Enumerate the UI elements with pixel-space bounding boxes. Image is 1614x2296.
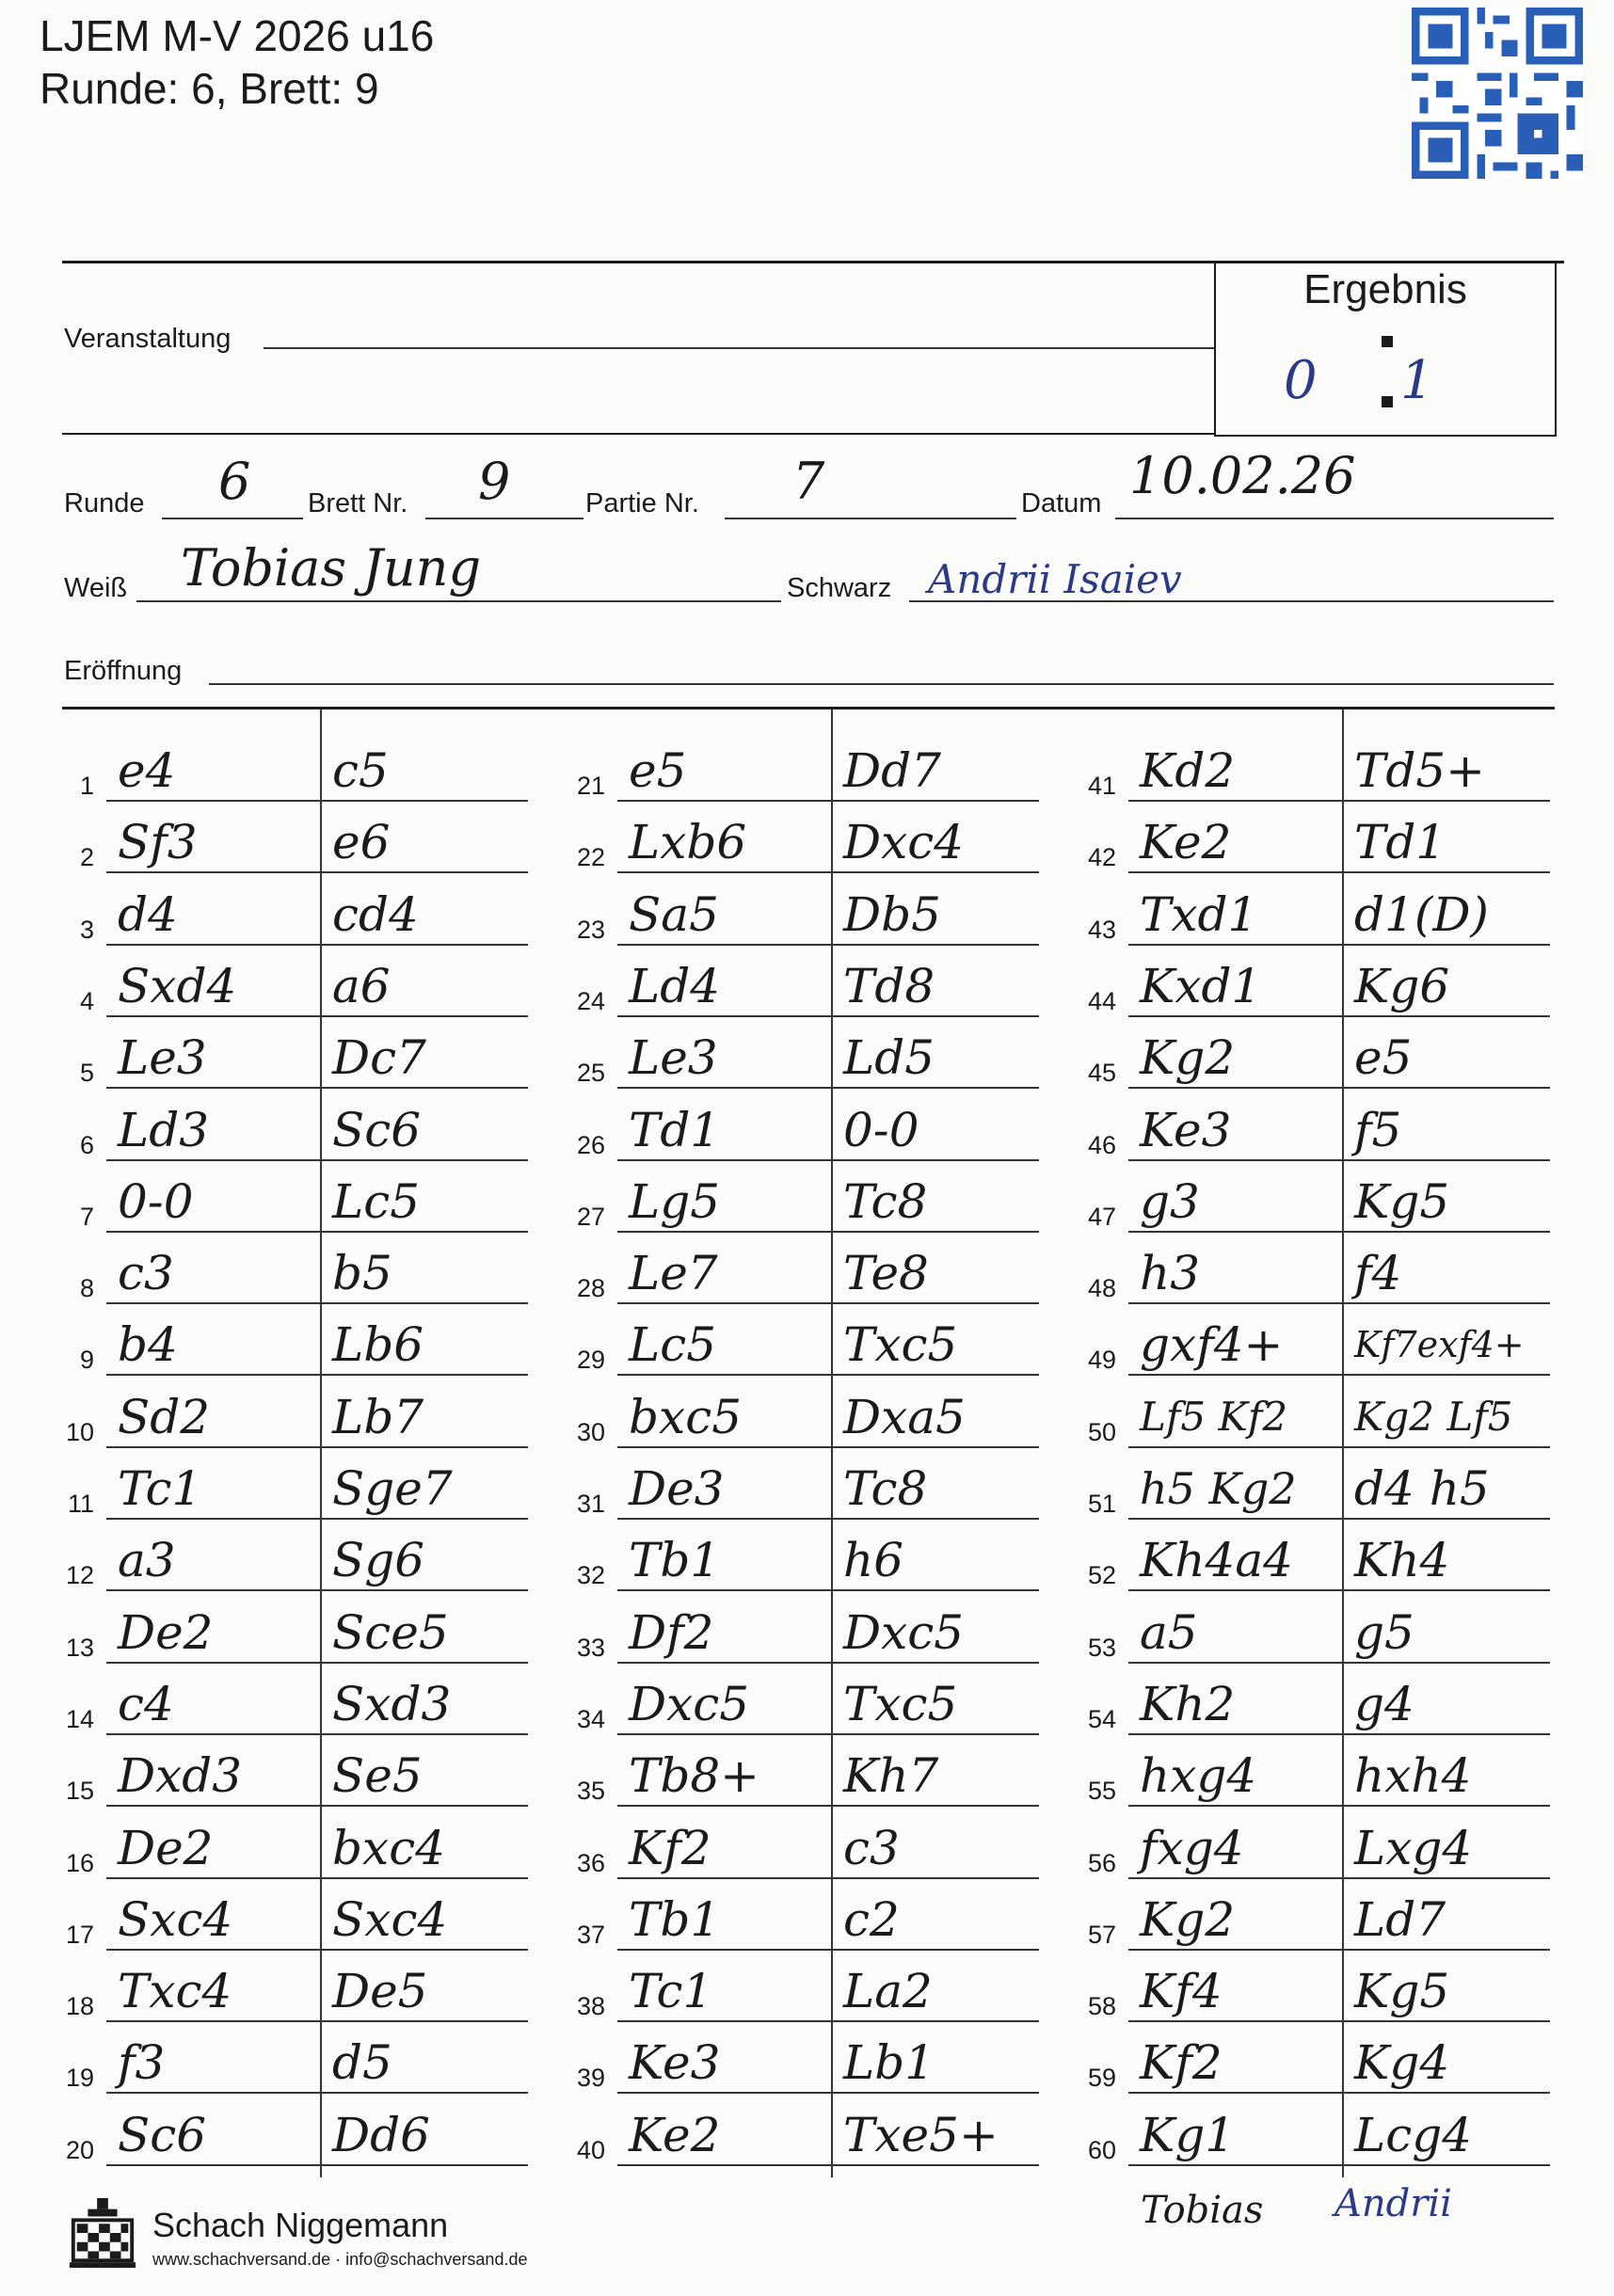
move-number: 5 bbox=[79, 1059, 94, 1087]
move-number: 30 bbox=[576, 1418, 605, 1446]
move-number: 60 bbox=[1087, 2136, 1116, 2164]
move-number: 25 bbox=[576, 1059, 605, 1087]
white-move: Kg2 bbox=[1140, 1030, 1236, 1085]
move-row-line bbox=[1128, 800, 1550, 802]
white-move: Kxd1 bbox=[1140, 959, 1262, 1013]
white-move: Kf2 bbox=[629, 1821, 711, 1875]
black-move: De5 bbox=[332, 1964, 428, 2018]
black-move: b5 bbox=[332, 1246, 392, 1300]
move-number: 54 bbox=[1087, 1705, 1116, 1733]
move-number: 47 bbox=[1087, 1203, 1116, 1231]
move-number: 2 bbox=[79, 843, 94, 871]
move-number: 19 bbox=[65, 2064, 94, 2092]
black-move: g5 bbox=[1354, 1605, 1414, 1660]
move-row-line bbox=[106, 1877, 528, 1879]
move-row-line bbox=[617, 1015, 1039, 1017]
move-row-line bbox=[1128, 1805, 1550, 1807]
white-move: Lxb6 bbox=[629, 815, 747, 869]
move-number: 53 bbox=[1087, 1634, 1116, 1662]
result-label: Ergebnis bbox=[1303, 266, 1467, 312]
white-move: De2 bbox=[118, 1821, 214, 1875]
white-move: Sc6 bbox=[118, 2108, 207, 2162]
black-move: Dxa5 bbox=[843, 1390, 966, 1444]
move-row-line bbox=[1128, 1446, 1550, 1448]
black-move: Db5 bbox=[843, 887, 941, 942]
move-row-line bbox=[617, 2164, 1039, 2166]
move-number: 1 bbox=[79, 772, 94, 800]
white-move: Sxc4 bbox=[118, 1892, 233, 1947]
white-move: h5 Kg2 bbox=[1140, 1463, 1297, 1514]
black-move: Ld7 bbox=[1354, 1892, 1446, 1947]
black-move: Te8 bbox=[843, 1246, 929, 1300]
move-number: 40 bbox=[576, 2136, 605, 2164]
column-separator bbox=[831, 710, 833, 2177]
white-move: Kh2 bbox=[1140, 1677, 1236, 1731]
move-row-line bbox=[617, 1589, 1039, 1591]
white-move: Lg5 bbox=[629, 1174, 721, 1229]
white-move: h3 bbox=[1140, 1246, 1201, 1300]
move-number: 24 bbox=[576, 987, 605, 1015]
move-row-line bbox=[106, 944, 528, 946]
black-move: Sc6 bbox=[332, 1103, 422, 1157]
board-label: Brett Nr. bbox=[308, 488, 408, 518]
move-number: 22 bbox=[576, 843, 605, 871]
white-move: Txd1 bbox=[1140, 887, 1258, 942]
move-number: 38 bbox=[576, 1992, 605, 2020]
black-move: Dd6 bbox=[332, 2108, 430, 2162]
move-number: 36 bbox=[576, 1849, 605, 1877]
black-move: Sge7 bbox=[332, 1461, 453, 1516]
white-move: Le3 bbox=[118, 1030, 207, 1085]
move-row-line bbox=[106, 1446, 528, 1448]
move-number: 33 bbox=[576, 1634, 605, 1662]
move-number: 42 bbox=[1087, 843, 1116, 871]
move-row-line bbox=[106, 1302, 528, 1304]
white-move: Dxd3 bbox=[118, 1748, 243, 1803]
white-move: gxf4+ bbox=[1140, 1317, 1284, 1372]
white-move: hxg4 bbox=[1140, 1748, 1257, 1803]
black-move: Sxc4 bbox=[332, 1892, 448, 1947]
black-move: 0-0 bbox=[843, 1103, 919, 1157]
move-row-line bbox=[106, 871, 528, 873]
board-value: 9 bbox=[478, 452, 511, 511]
black-move: e5 bbox=[1354, 1030, 1413, 1085]
move-row-line bbox=[1128, 1733, 1550, 1735]
chess-logo-icon bbox=[66, 2194, 139, 2272]
move-number: 11 bbox=[67, 1490, 94, 1518]
move-row-line bbox=[106, 1087, 528, 1089]
black-move: Sg6 bbox=[332, 1533, 425, 1587]
move-row-line bbox=[106, 1015, 528, 1017]
move-row-line bbox=[106, 1518, 528, 1520]
white-move: Ke2 bbox=[1140, 815, 1232, 869]
move-number: 59 bbox=[1087, 2064, 1116, 2092]
white-move: Le7 bbox=[629, 1246, 718, 1300]
white-move: Ke2 bbox=[629, 2108, 721, 2162]
move-row-line bbox=[617, 1877, 1039, 1879]
white-move: Lf5 Kf2 bbox=[1140, 1394, 1288, 1440]
move-number: 41 bbox=[1087, 772, 1116, 800]
move-row-line bbox=[617, 1231, 1039, 1233]
game-value: 7 bbox=[792, 452, 825, 511]
move-row-line bbox=[106, 1231, 528, 1233]
move-row-line bbox=[1128, 2020, 1550, 2022]
move-number: 58 bbox=[1087, 1992, 1116, 2020]
move-row-line bbox=[106, 2164, 528, 2166]
move-row-line bbox=[106, 1733, 528, 1735]
white-move: Tb8+ bbox=[629, 1748, 760, 1803]
move-row-line bbox=[1128, 1374, 1550, 1376]
white-move: Lc5 bbox=[629, 1317, 717, 1372]
move-row-line bbox=[1128, 1949, 1550, 1951]
black-move: f5 bbox=[1354, 1103, 1402, 1157]
black-move: Kg4 bbox=[1354, 2035, 1450, 2090]
move-row-line bbox=[106, 1374, 528, 1376]
black-move: d1(D) bbox=[1354, 887, 1489, 942]
move-number: 15 bbox=[65, 1777, 94, 1805]
white-move: Df2 bbox=[629, 1605, 714, 1660]
white-move: 0-0 bbox=[118, 1174, 194, 1229]
white-move: Sa5 bbox=[629, 887, 719, 942]
move-number: 49 bbox=[1087, 1346, 1116, 1374]
move-row-line bbox=[1128, 1231, 1550, 1233]
move-number: 56 bbox=[1087, 1849, 1116, 1877]
black-move: Tc8 bbox=[843, 1461, 928, 1516]
move-row-line bbox=[617, 1087, 1039, 1089]
white-move: Kf4 bbox=[1140, 1964, 1222, 2018]
move-number: 55 bbox=[1087, 1777, 1116, 1805]
move-number: 52 bbox=[1087, 1561, 1116, 1589]
move-row-line bbox=[617, 944, 1039, 946]
white-move: Tc1 bbox=[118, 1461, 202, 1516]
move-number: 20 bbox=[65, 2136, 94, 2164]
white-move: Td1 bbox=[629, 1103, 721, 1157]
white-move: Ld3 bbox=[118, 1103, 210, 1157]
move-row-line bbox=[1128, 2164, 1550, 2166]
move-number: 16 bbox=[65, 1849, 94, 1877]
white-move: Ke3 bbox=[1140, 1103, 1232, 1157]
white-move: Sxd4 bbox=[118, 959, 237, 1013]
black-move: Kg2 Lf5 bbox=[1354, 1394, 1513, 1440]
move-number: 21 bbox=[576, 772, 605, 800]
brand-contact: www.schachversand.de · info@schachversand.de bbox=[152, 2250, 528, 2269]
black-move: g4 bbox=[1354, 1677, 1414, 1731]
move-number: 6 bbox=[79, 1131, 94, 1159]
black-move: bxc4 bbox=[332, 1821, 446, 1875]
black-move: Se5 bbox=[332, 1748, 423, 1803]
move-row-line bbox=[106, 1662, 528, 1664]
move-number: 43 bbox=[1087, 916, 1116, 944]
white-signature: Tobias bbox=[1141, 2189, 1264, 2232]
black-move: a6 bbox=[332, 959, 391, 1013]
move-number: 23 bbox=[576, 916, 605, 944]
move-number: 46 bbox=[1087, 1131, 1116, 1159]
white-move: d4 bbox=[118, 887, 178, 942]
move-number: 45 bbox=[1087, 1059, 1116, 1087]
move-row-line bbox=[617, 1159, 1039, 1161]
move-row-line bbox=[1128, 1518, 1550, 1520]
black-move: hxh4 bbox=[1354, 1748, 1472, 1803]
black-move: Sxd3 bbox=[332, 1677, 452, 1731]
move-row-line bbox=[617, 1949, 1039, 1951]
black-signature: Andrii bbox=[1334, 2182, 1452, 2225]
black-move: Txc5 bbox=[843, 1317, 958, 1372]
move-row-line bbox=[106, 800, 528, 802]
move-number: 57 bbox=[1087, 1921, 1116, 1949]
black-move: Sce5 bbox=[332, 1605, 449, 1660]
move-number: 7 bbox=[79, 1203, 94, 1231]
move-number: 51 bbox=[1087, 1490, 1116, 1518]
black-move: c5 bbox=[332, 743, 389, 798]
event-label: Veranstaltung bbox=[64, 324, 232, 354]
white-move: fxg4 bbox=[1140, 1821, 1244, 1875]
move-row-line bbox=[1128, 1015, 1550, 1017]
white-label: Weiß bbox=[64, 573, 128, 603]
round-label: Runde bbox=[64, 488, 145, 518]
move-row-line bbox=[106, 1159, 528, 1161]
move-number: 3 bbox=[79, 916, 94, 944]
move-number: 32 bbox=[576, 1561, 605, 1589]
black-move: d5 bbox=[332, 2035, 392, 2090]
move-row-line bbox=[106, 1805, 528, 1807]
black-player: Andrii Isaiev bbox=[928, 556, 1182, 602]
black-move: Dc7 bbox=[332, 1030, 426, 1085]
move-row-line bbox=[617, 800, 1039, 802]
move-row-line bbox=[1128, 1302, 1550, 1304]
move-row-line bbox=[106, 2020, 528, 2022]
tournament-name: LJEM M-V 2026 u16 bbox=[40, 11, 435, 60]
move-number: 17 bbox=[65, 1921, 94, 1949]
white-move: b4 bbox=[118, 1317, 178, 1372]
black-move: Txe5+ bbox=[843, 2108, 999, 2162]
black-move: Lb1 bbox=[843, 2035, 935, 2090]
move-row-line bbox=[106, 2092, 528, 2094]
white-move: e5 bbox=[629, 743, 687, 798]
black-label: Schwarz bbox=[787, 573, 892, 603]
black-move: Lc5 bbox=[332, 1174, 421, 1229]
white-move: Dxc5 bbox=[629, 1677, 750, 1731]
white-move: e4 bbox=[118, 743, 176, 798]
black-move: Kh7 bbox=[843, 1748, 939, 1803]
black-move: c2 bbox=[843, 1892, 900, 1947]
move-number: 14 bbox=[65, 1705, 94, 1733]
move-row-line bbox=[617, 1662, 1039, 1664]
white-move: c4 bbox=[118, 1677, 174, 1731]
move-row-line bbox=[1128, 1877, 1550, 1879]
move-number: 13 bbox=[65, 1634, 94, 1662]
move-number: 37 bbox=[576, 1921, 605, 1949]
move-row-line bbox=[617, 1518, 1039, 1520]
black-move: Txc5 bbox=[843, 1677, 958, 1731]
move-number: 10 bbox=[65, 1418, 94, 1446]
move-number: 27 bbox=[576, 1203, 605, 1231]
black-move: Dxc5 bbox=[843, 1605, 965, 1660]
opening-label: Eröffnung bbox=[64, 656, 183, 686]
black-move: Td1 bbox=[1354, 815, 1446, 869]
move-number: 35 bbox=[576, 1777, 605, 1805]
move-row-line bbox=[617, 1733, 1039, 1735]
white-move: Ke3 bbox=[629, 2035, 721, 2090]
move-row-line bbox=[1128, 871, 1550, 873]
black-move: Kg5 bbox=[1354, 1174, 1450, 1229]
move-row-line bbox=[617, 1446, 1039, 1448]
black-move: Kh4 bbox=[1354, 1533, 1450, 1587]
move-row-line bbox=[1128, 1662, 1550, 1664]
move-row-line bbox=[617, 2020, 1039, 2022]
white-move: Ld4 bbox=[629, 959, 721, 1013]
move-row-line bbox=[1128, 1589, 1550, 1591]
move-row-line bbox=[617, 2092, 1039, 2094]
white-move: De3 bbox=[629, 1461, 725, 1516]
move-number: 29 bbox=[576, 1346, 605, 1374]
move-row-line bbox=[617, 1805, 1039, 1807]
move-row-line bbox=[106, 1589, 528, 1591]
white-move: Sd2 bbox=[118, 1390, 211, 1444]
white-move: Kf2 bbox=[1140, 2035, 1222, 2090]
move-number: 48 bbox=[1087, 1274, 1116, 1302]
column-separator bbox=[1342, 710, 1344, 2177]
black-move: Td8 bbox=[843, 959, 935, 1013]
white-move: Kg1 bbox=[1140, 2108, 1236, 2162]
date-label: Datum bbox=[1021, 488, 1102, 518]
white-move: Txc4 bbox=[118, 1964, 232, 2018]
move-number: 26 bbox=[576, 1131, 605, 1159]
white-move: Tb1 bbox=[629, 1892, 721, 1947]
white-move: c3 bbox=[118, 1246, 174, 1300]
move-row-line bbox=[1128, 2092, 1550, 2094]
black-move: h6 bbox=[843, 1533, 904, 1587]
black-move: Kg6 bbox=[1354, 959, 1450, 1013]
black-move: e6 bbox=[332, 815, 391, 869]
move-row-line bbox=[1128, 944, 1550, 946]
black-move: d4 h5 bbox=[1354, 1461, 1490, 1516]
move-number: 28 bbox=[576, 1274, 605, 1302]
white-move: Kh4a4 bbox=[1140, 1533, 1293, 1587]
black-move: Dxc4 bbox=[843, 815, 965, 869]
black-move: Kf7exf4+ bbox=[1354, 1324, 1525, 1365]
move-number: 39 bbox=[576, 2064, 605, 2092]
move-row-line bbox=[1128, 1087, 1550, 1089]
white-move: Kd2 bbox=[1140, 743, 1236, 798]
result-black: 1 bbox=[1400, 350, 1434, 411]
white-move: g3 bbox=[1140, 1174, 1200, 1229]
game-label: Partie Nr. bbox=[585, 488, 699, 518]
move-number: 8 bbox=[79, 1274, 94, 1302]
move-row-line bbox=[617, 1302, 1039, 1304]
black-move: Td5+ bbox=[1354, 743, 1486, 798]
move-number: 18 bbox=[65, 1992, 94, 2020]
black-move: Kg5 bbox=[1354, 1964, 1450, 2018]
black-move: Lb6 bbox=[332, 1317, 424, 1372]
move-number: 50 bbox=[1087, 1418, 1116, 1446]
move-row-line bbox=[106, 1949, 528, 1951]
brand-name: Schach Niggemann bbox=[152, 2206, 449, 2244]
white-move: Le3 bbox=[629, 1030, 718, 1085]
black-move: Ld5 bbox=[843, 1030, 935, 1085]
white-move: De2 bbox=[118, 1605, 214, 1660]
white-move: Kg2 bbox=[1140, 1892, 1236, 1947]
white-move: bxc5 bbox=[629, 1390, 743, 1444]
black-move: La2 bbox=[843, 1964, 933, 2018]
white-move: a3 bbox=[118, 1533, 176, 1587]
black-move: Lxg4 bbox=[1354, 1821, 1473, 1875]
black-move: Lcg4 bbox=[1354, 2108, 1473, 2162]
move-number: 31 bbox=[576, 1490, 605, 1518]
move-number: 44 bbox=[1087, 987, 1116, 1015]
move-number: 12 bbox=[65, 1561, 94, 1589]
white-player: Tobias Jung bbox=[181, 538, 482, 598]
black-move: Lb7 bbox=[332, 1390, 424, 1444]
move-row-line bbox=[617, 1374, 1039, 1376]
black-move: f4 bbox=[1354, 1246, 1402, 1300]
move-number: 34 bbox=[576, 1705, 605, 1733]
result-white: 0 bbox=[1284, 350, 1318, 411]
white-move: Tc1 bbox=[629, 1964, 713, 2018]
white-move: Sf3 bbox=[118, 815, 198, 869]
black-move: cd4 bbox=[332, 887, 419, 942]
date-value: 10.02.26 bbox=[1129, 446, 1356, 505]
move-number: 4 bbox=[79, 987, 94, 1015]
move-row-line bbox=[617, 871, 1039, 873]
move-number: 9 bbox=[79, 1346, 94, 1374]
white-move: f3 bbox=[118, 2035, 166, 2090]
white-move: Tb1 bbox=[629, 1533, 721, 1587]
round-value: 6 bbox=[218, 452, 251, 511]
white-move: a5 bbox=[1140, 1605, 1198, 1660]
round-board-info: Runde: 6, Brett: 9 bbox=[40, 64, 379, 113]
column-separator bbox=[320, 710, 322, 2177]
black-move: Tc8 bbox=[843, 1174, 928, 1229]
move-row-line bbox=[1128, 1159, 1550, 1161]
black-move: Dd7 bbox=[843, 743, 941, 798]
black-move: c3 bbox=[843, 1821, 900, 1875]
